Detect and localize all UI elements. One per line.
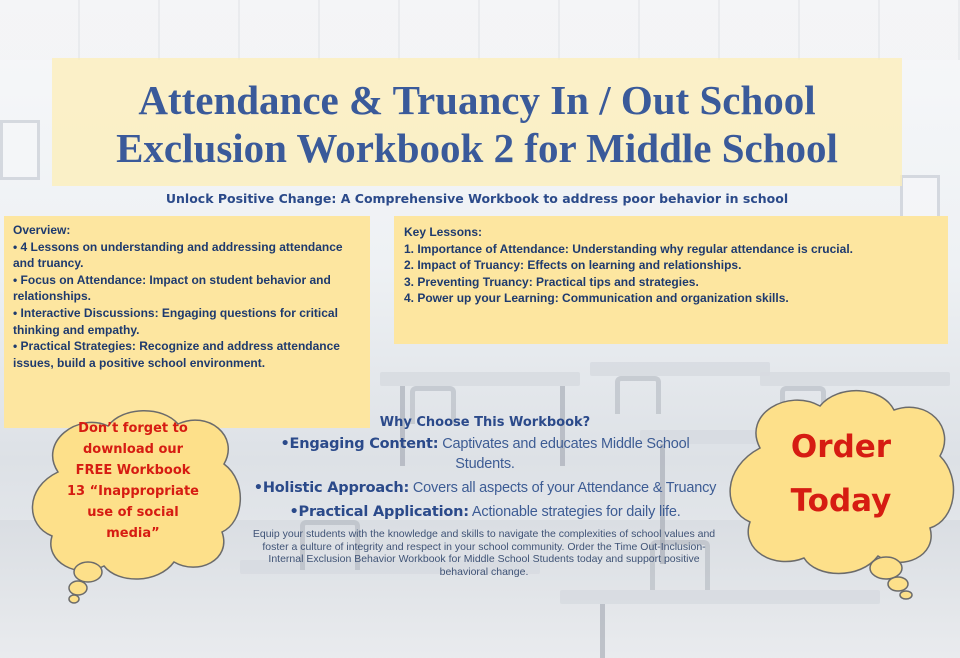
- cloud-line: Don’t forget to: [78, 421, 188, 436]
- call-to-action-blurb: Equip your students with the knowledge and skills to navigate the complexities of school values and foster a culture of integrity and respect in your school community. Order the Time Out-Inclusion- Internal Exclusion Behavior Workbook for Middle School Students today and support positive behavioral change.: [252, 528, 716, 578]
- key-lesson-item: 1. Importance of Attendance: Understanding why regular attendance is crucial.: [404, 241, 853, 256]
- key-lesson-item: 4. Power up your Learning: Communication and organization skills.: [404, 291, 789, 306]
- key-lesson-item: 3. Preventing Truancy: Practical tips and strategies.: [404, 274, 699, 289]
- overview-item: • Focus on Attendance: Impact on student behavior and relationships.: [13, 272, 331, 304]
- cloud-line: Today: [790, 483, 892, 519]
- wall-poster: [0, 120, 40, 180]
- free-workbook-text: [38, 418, 228, 544]
- key-lesson-item: 2. Impact of Truancy: Effects on learning and relationships.: [404, 258, 742, 273]
- why-item: [250, 478, 720, 498]
- order-today-cloud[interactable]: [716, 384, 960, 600]
- free-workbook-cloud[interactable]: [18, 402, 250, 602]
- desk: [380, 372, 580, 386]
- why-item: [250, 502, 720, 522]
- cloud-line: FREE Workbook: [75, 463, 191, 478]
- chair: [615, 376, 661, 414]
- cloud-line: download our: [82, 442, 184, 457]
- key-lessons-panel: [394, 216, 948, 344]
- key-lessons-heading: Key Lessons:: [404, 225, 483, 239]
- order-today-text: [736, 420, 946, 528]
- overview-item: • Practical Strategies: Recognize and address attendance issues, build a positive school environment.: [13, 339, 340, 370]
- overview-heading: Overview:: [13, 223, 71, 237]
- why-item-desc: Captivates and educates Middle School Students.: [438, 436, 690, 472]
- why-item-label: •Engaging Content:: [280, 436, 439, 452]
- cloud-line: use of social: [87, 505, 179, 520]
- why-choose-section: [250, 415, 720, 526]
- why-item-desc: Actionable strategies for daily life.: [468, 504, 681, 520]
- title-line-2: Exclusion Workbook 2 for Middle School: [116, 125, 838, 171]
- cloud-line: media”: [106, 526, 160, 541]
- why-item: [250, 434, 720, 474]
- why-heading: Why Choose This Workbook?: [379, 415, 591, 430]
- cloud-line: 13 “Inappropriate: [67, 484, 199, 499]
- desk: [590, 362, 770, 376]
- page-title: [52, 76, 902, 172]
- why-item-label: •Holistic Approach:: [253, 480, 410, 496]
- title-line-1: Attendance & Truancy In / Out School: [138, 77, 816, 123]
- overview-item: • Interactive Discussions: Engaging questions for critical thinking and empathy.: [13, 305, 338, 337]
- why-item-desc: Covers all aspects of your Attendance & Truancy: [409, 480, 717, 496]
- ceiling-tiles: [0, 0, 960, 60]
- overview-panel: [4, 216, 370, 428]
- why-item-label: •Practical Application:: [289, 504, 469, 520]
- overview-item: • 4 Lessons on understanding and addressing attendance and truancy.: [13, 239, 343, 271]
- desk-leg: [600, 604, 605, 658]
- cloud-line: Order: [790, 429, 892, 465]
- subtitle: Unlock Positive Change: A Comprehensive Workbook to address poor behavior in school: [165, 191, 789, 206]
